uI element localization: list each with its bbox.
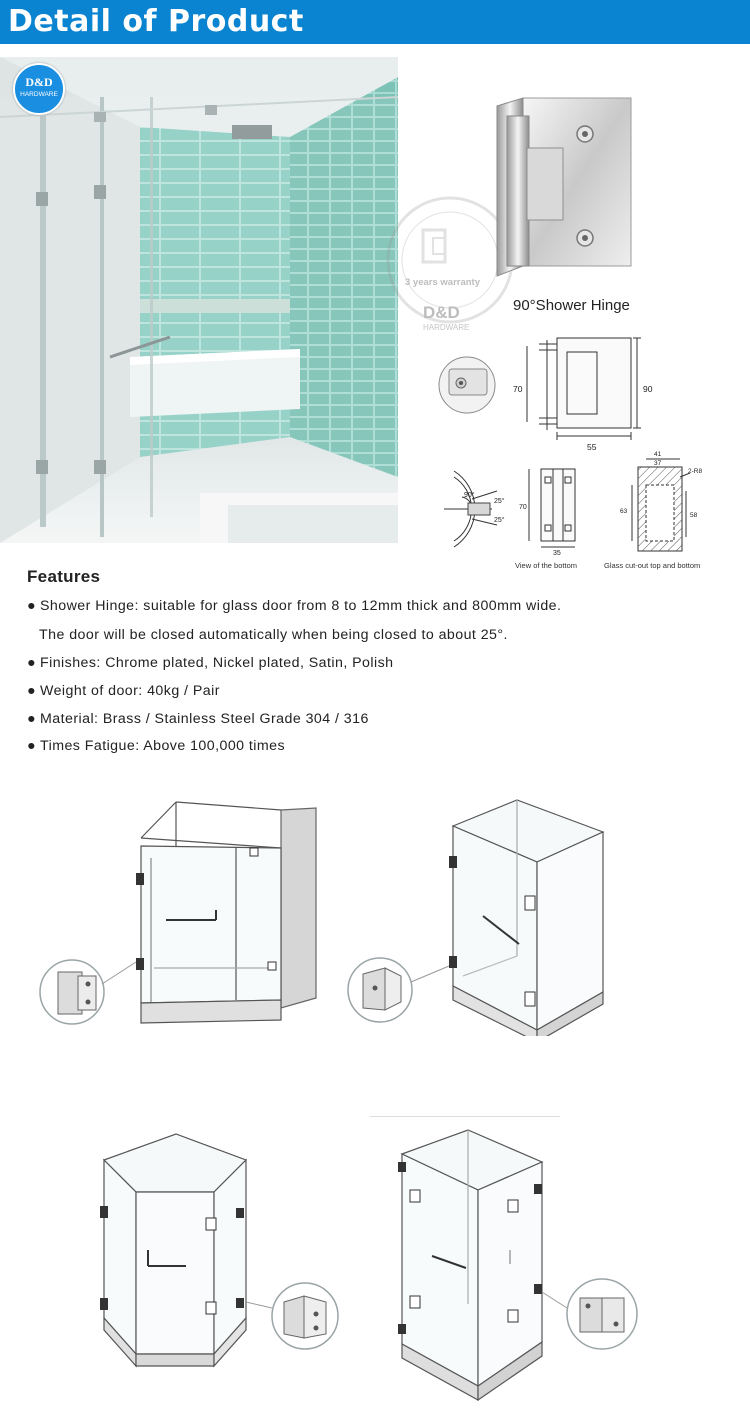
dim-height-inner: 70	[513, 384, 523, 394]
feature-item-weight	[27, 683, 220, 699]
enclosure-illustration-neo-angle	[96, 1130, 356, 1380]
watermark-brand: D&D	[423, 303, 460, 322]
bullet-icon: ●	[27, 683, 37, 699]
dim-r8: 2-R8	[688, 468, 703, 475]
dim-35: 35	[553, 550, 561, 555]
feature-text: Shower Hinge: suitable for glass door from 8 to 12mm thick and 800mm wide.	[40, 598, 562, 614]
bullet-icon: ●	[27, 711, 37, 727]
hinge-detail-closeup	[437, 355, 497, 415]
features-title: Features	[27, 567, 101, 586]
angle-25-top: 25°	[494, 498, 505, 505]
shower-photo	[0, 57, 398, 543]
glass-cutout-drawing	[610, 447, 710, 552]
feature-text: Material: Brass / Stainless Steel Grade 304 / 316	[40, 711, 369, 727]
dim-41: 41	[654, 451, 662, 458]
feature-item-material	[27, 711, 369, 727]
dim-37: 37	[654, 460, 662, 467]
header-banner	[0, 0, 750, 44]
enclosure-illustration-alcove	[36, 798, 336, 1038]
dim-58: 58	[690, 512, 698, 519]
brand-logo	[13, 63, 65, 115]
feature-item-continuation: The door will be closed automatically when being closed to about 25°.	[39, 627, 508, 643]
watermark-warranty: 3 years warranty	[405, 277, 480, 288]
cutout-caption: Glass cut-out top and bottom	[604, 561, 701, 570]
bullet-icon: ●	[27, 738, 37, 754]
dim-height-outer: 90	[643, 384, 653, 394]
hinge-bottom-view-drawing	[515, 465, 585, 555]
feature-item-fatigue	[27, 738, 285, 754]
watermark-sub: HARDWARE	[423, 323, 470, 332]
bottom-view-caption: View of the bottom	[515, 561, 577, 570]
bullet-icon: ●	[27, 598, 37, 614]
logo-brand: D&D	[25, 75, 53, 89]
page-title: Detail of Product	[8, 4, 304, 39]
hinge-angle-drawing	[442, 463, 512, 553]
hinge-product-image	[487, 86, 637, 286]
enclosure-illustration-square	[390, 1124, 735, 1404]
feature-item-hinge	[27, 598, 561, 614]
enclosure-illustration-corner	[345, 796, 620, 1036]
hinge-caption: 90°Shower Hinge	[513, 297, 630, 314]
logo-sub: HARDWARE	[20, 91, 58, 98]
feature-text: Finishes: Chrome plated, Nickel plated, Satin, Polish	[40, 655, 394, 671]
angle-90: 90°	[464, 492, 475, 499]
feature-text: Times Fatigue: Above 100,000 times	[40, 738, 286, 754]
feature-text: Weight of door: 40kg / Pair	[40, 683, 220, 699]
divider	[370, 1116, 560, 1117]
feature-item-finishes	[27, 655, 393, 671]
dim-63: 63	[620, 508, 628, 515]
bullet-icon: ●	[27, 655, 37, 671]
angle-25-bottom: 25°	[494, 517, 505, 524]
dim-width: 55	[587, 442, 597, 452]
hinge-front-drawing	[505, 330, 655, 455]
dim-70-bottom: 70	[519, 504, 527, 511]
